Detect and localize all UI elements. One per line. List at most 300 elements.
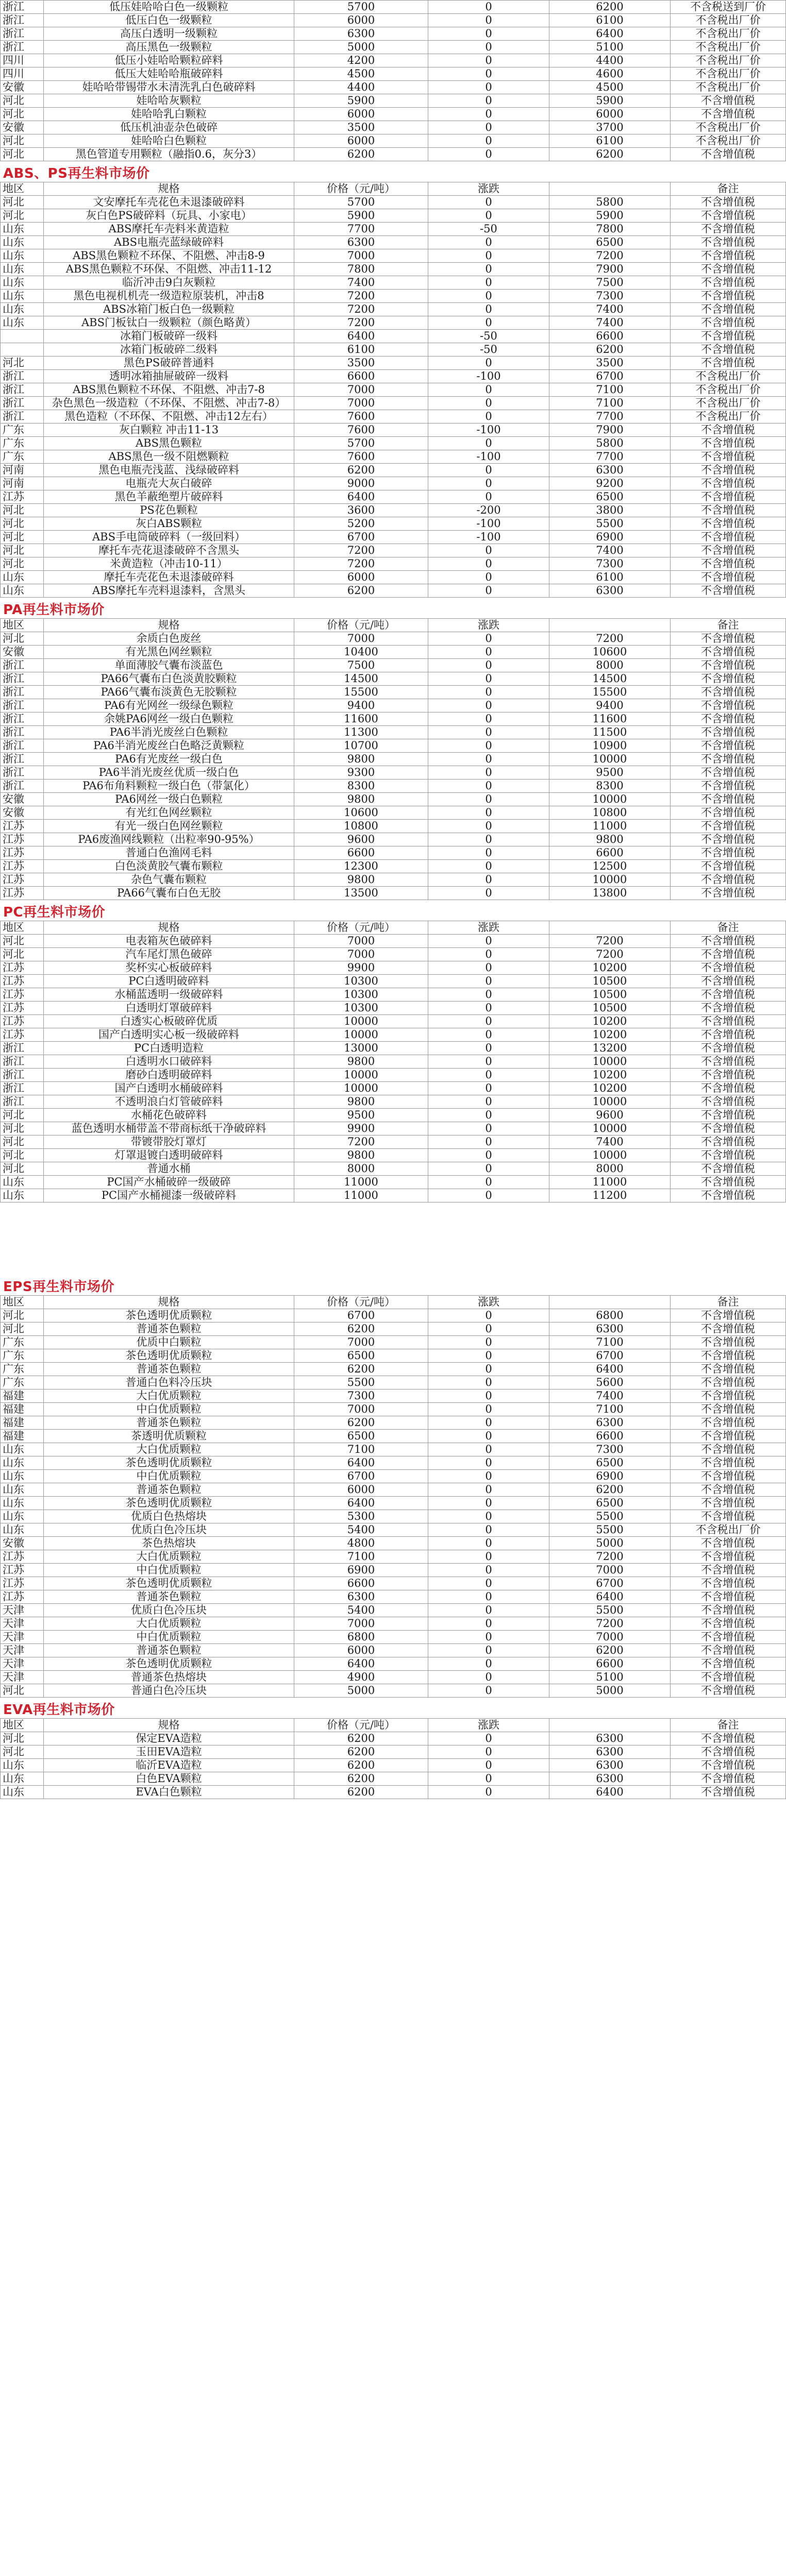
- spec-header: 规格: [44, 1719, 294, 1732]
- table-row: [1, 766, 786, 779]
- spec-cell: 大白优质颗粒: [44, 1443, 294, 1456]
- price-2-cell: 4500: [549, 81, 671, 94]
- region-cell: 山东: [1, 290, 44, 303]
- region-cell: 福建: [1, 1403, 44, 1416]
- change-cell: 0: [428, 806, 549, 820]
- remark-cell: 不含税出厂价: [671, 134, 786, 148]
- spec-cell: 低压娃哈哈白色一级颗粒: [44, 1, 294, 14]
- change-cell: 0: [428, 779, 549, 793]
- price-cell: 7200: [294, 316, 428, 330]
- spec-cell: 国产白透明水桶破碎料: [44, 1082, 294, 1095]
- region-cell: 广东: [1, 1376, 44, 1389]
- region-cell: 浙江: [1, 659, 44, 672]
- spec-cell: 茶透明优质颗粒: [44, 1430, 294, 1443]
- price-2-cell: 10200: [549, 1082, 671, 1095]
- change-cell: 0: [428, 134, 549, 148]
- price-cell: 5900: [294, 94, 428, 108]
- remark-cell: 不含增值税: [671, 1376, 786, 1389]
- price-2-cell: 7200: [549, 249, 671, 263]
- spec-cell: 蓝色透明水桶带盖不带商标纸干净破碎料: [44, 1122, 294, 1136]
- region-cell: 山东: [1, 1510, 44, 1523]
- price-2-cell: 7900: [549, 423, 671, 437]
- table-row: [1, 544, 786, 557]
- price-2-cell: 14500: [549, 672, 671, 686]
- table-row: [1, 490, 786, 504]
- spec-cell: PA66气囊布白色无胶: [44, 887, 294, 900]
- spec-cell: 中白优质颗粒: [44, 1631, 294, 1644]
- spec-cell: PS花色颗粒: [44, 504, 294, 517]
- table-row: [1, 450, 786, 464]
- table-row: [1, 753, 786, 766]
- table-row: [1, 1028, 786, 1042]
- table-row: [1, 1745, 786, 1759]
- price-2-cell: 7800: [549, 223, 671, 236]
- change-cell: 0: [428, 1403, 549, 1416]
- price-2-cell: 8000: [549, 1162, 671, 1176]
- spec-cell: 低压大娃哈哈瓶破碎料: [44, 67, 294, 81]
- blank-header: [549, 182, 671, 196]
- price-cell: 7200: [294, 557, 428, 571]
- price-cell: 6200: [294, 584, 428, 598]
- change-cell: 0: [428, 1657, 549, 1671]
- table-row: [1, 1162, 786, 1176]
- region-cell: 安徽: [1, 806, 44, 820]
- change-cell: 0: [428, 263, 549, 276]
- change-cell: 0: [428, 584, 549, 598]
- price-2-cell: 8000: [549, 659, 671, 672]
- remark-cell: 不含增值税: [671, 1732, 786, 1745]
- change-cell: 0: [428, 739, 549, 753]
- spec-cell: PC白透明破碎料: [44, 975, 294, 988]
- table-row: [1, 1684, 786, 1698]
- region-cell: 江苏: [1, 1015, 44, 1028]
- region-cell: 浙江: [1, 686, 44, 699]
- region-cell: 河南: [1, 464, 44, 477]
- region-cell: 天津: [1, 1604, 44, 1617]
- spec-cell: 黑色电视机机壳一级造粒原装机，冲击8: [44, 290, 294, 303]
- change-cell: 0: [428, 290, 549, 303]
- remark-cell: 不含增值税: [671, 1745, 786, 1759]
- spec-cell: 普通茶色颗粒: [44, 1323, 294, 1336]
- table-row: [1, 410, 786, 423]
- table-row: [1, 1309, 786, 1323]
- price-cell: 11000: [294, 1189, 428, 1202]
- table-row: [1, 1564, 786, 1577]
- region-cell: 浙江: [1, 713, 44, 726]
- price-cell: 6900: [294, 1564, 428, 1577]
- price-cell: 6300: [294, 236, 428, 249]
- change-cell: 0: [428, 948, 549, 961]
- price-2-cell: 3800: [549, 504, 671, 517]
- table-row: [1, 699, 786, 713]
- table-row: [1, 571, 786, 584]
- region-cell: 山东: [1, 316, 44, 330]
- price-cell: 9500: [294, 1109, 428, 1122]
- region-cell: 河北: [1, 504, 44, 517]
- price-cell: 9800: [294, 873, 428, 887]
- spec-cell: 茶色透明优质颗粒: [44, 1309, 294, 1323]
- region-cell: 四川: [1, 54, 44, 67]
- table-row: [1, 27, 786, 41]
- change-cell: 0: [428, 1759, 549, 1772]
- change-cell: 0: [428, 1176, 549, 1189]
- price-2-cell: 5100: [549, 41, 671, 54]
- price-cell: 5200: [294, 517, 428, 531]
- spec-cell: 汽车尾灯黑色破碎: [44, 948, 294, 961]
- region-cell: 山东: [1, 236, 44, 249]
- remark-cell: 不含增值税: [671, 1002, 786, 1015]
- region-cell: 山东: [1, 1786, 44, 1799]
- spec-cell: ABS黑色颗粒不环保、不阻燃、冲击11-12: [44, 263, 294, 276]
- spec-cell: 玉田EVA造粒: [44, 1745, 294, 1759]
- price-cell: 5700: [294, 437, 428, 450]
- region-cell: 浙江: [1, 397, 44, 410]
- spec-cell: 高压黑色一级颗粒: [44, 41, 294, 54]
- price-2-cell: 11600: [549, 713, 671, 726]
- table-row: [1, 1055, 786, 1069]
- region-cell: 浙江: [1, 753, 44, 766]
- table-row: [1, 330, 786, 343]
- region-cell: 广东: [1, 450, 44, 464]
- table-row: [1, 134, 786, 148]
- table-row: [1, 806, 786, 820]
- remark-cell: 不含增值税: [671, 659, 786, 672]
- region-cell: 山东: [1, 584, 44, 598]
- price-cell: 9000: [294, 477, 428, 490]
- price-cell: 6700: [294, 1309, 428, 1323]
- region-header: 地区: [1, 619, 44, 632]
- remark-cell: 不含增值税: [671, 450, 786, 464]
- price-2-cell: 5000: [549, 1684, 671, 1698]
- change-cell: 0: [428, 1349, 549, 1363]
- remark-cell: 不含增值税: [671, 766, 786, 779]
- remark-cell: 不含增值税: [671, 1470, 786, 1483]
- region-cell: 河北: [1, 1309, 44, 1323]
- section-title: PA再生料市场价: [3, 602, 105, 618]
- price-cell: 6500: [294, 1349, 428, 1363]
- remark-cell: 不含增值税: [671, 1309, 786, 1323]
- price-cell: 6000: [294, 1483, 428, 1497]
- remark-cell: 不含税出厂价: [671, 383, 786, 397]
- remark-cell: 不含增值税: [671, 793, 786, 806]
- spec-cell: 普通茶色颗粒: [44, 1483, 294, 1497]
- table-row: [1, 1523, 786, 1537]
- change-cell: 0: [428, 1604, 549, 1617]
- remark-cell: 不含增值税: [671, 935, 786, 948]
- change-cell: 0: [428, 41, 549, 54]
- price-header: 价格（元/吨）: [294, 1296, 428, 1309]
- change-header: 涨跌: [428, 1296, 549, 1309]
- price-2-cell: 6600: [549, 1657, 671, 1671]
- spec-cell: 有光红色网丝颗粒: [44, 806, 294, 820]
- price-cell: 7000: [294, 249, 428, 263]
- price-cell: 7100: [294, 1550, 428, 1564]
- price-2-cell: 6100: [549, 134, 671, 148]
- spec-header: 规格: [44, 1296, 294, 1309]
- table-row: [1, 370, 786, 383]
- price-2-cell: 7700: [549, 450, 671, 464]
- remark-cell: 不含增值税: [671, 1550, 786, 1564]
- change-cell: 0: [428, 1015, 549, 1028]
- table-row: [1, 276, 786, 290]
- price-2-cell: 10000: [549, 793, 671, 806]
- table-row: [1, 1416, 786, 1430]
- change-cell: 0: [428, 1732, 549, 1745]
- price-2-cell: 6700: [549, 1577, 671, 1590]
- table-row: [1, 1671, 786, 1684]
- remark-cell: 不含增值税: [671, 699, 786, 713]
- table-row: [1, 713, 786, 726]
- remark-cell: 不含增值税: [671, 1671, 786, 1684]
- remark-cell: 不含税出厂价: [671, 397, 786, 410]
- spec-cell: ABS摩托车壳料米黄造粒: [44, 223, 294, 236]
- price-cell: 6300: [294, 1590, 428, 1604]
- change-cell: 0: [428, 1376, 549, 1389]
- region-cell: 山东: [1, 1189, 44, 1202]
- remark-cell: 不含增值税: [671, 1055, 786, 1069]
- table-row: [1, 1042, 786, 1055]
- price-cell: 7000: [294, 1336, 428, 1349]
- region-cell: 河北: [1, 134, 44, 148]
- spec-cell: PC国产水桶褪漆一级破碎料: [44, 1189, 294, 1202]
- price-cell: 11000: [294, 1176, 428, 1189]
- spec-cell: 中白优质颗粒: [44, 1564, 294, 1577]
- table-row: [1, 1, 786, 14]
- price-2-cell: 5500: [549, 517, 671, 531]
- table-row: [1, 1617, 786, 1631]
- remark-cell: 不含税出厂价: [671, 54, 786, 67]
- region-cell: 天津: [1, 1671, 44, 1684]
- price-2-cell: 6200: [549, 1644, 671, 1657]
- price-cell: 7800: [294, 263, 428, 276]
- spec-cell: 电表箱灰色破碎料: [44, 935, 294, 948]
- blank-header: [549, 619, 671, 632]
- table-row: [1, 1082, 786, 1095]
- table-row: [1, 423, 786, 437]
- spec-cell: PA66气囊布白色淡黄胶颗粒: [44, 672, 294, 686]
- change-cell: 0: [428, 1002, 549, 1015]
- remark-cell: 不含增值税: [671, 1162, 786, 1176]
- table-row: [1, 1109, 786, 1122]
- price-cell: 9400: [294, 699, 428, 713]
- region-cell: 江苏: [1, 490, 44, 504]
- remark-cell: 不含增值税: [671, 820, 786, 833]
- spec-cell: 有光一级白色网丝颗粒: [44, 820, 294, 833]
- price-2-cell: 6100: [549, 571, 671, 584]
- table-row: [1, 1376, 786, 1389]
- remark-cell: 不含增值税: [671, 753, 786, 766]
- spec-cell: 米黄造粒（冲击10-11）: [44, 557, 294, 571]
- table-header-row: [1, 921, 786, 935]
- price-cell: 6400: [294, 490, 428, 504]
- price-cell: 7600: [294, 423, 428, 437]
- remark-header: 备注: [671, 1296, 786, 1309]
- region-cell: 浙江: [1, 1069, 44, 1082]
- change-header: 涨跌: [428, 619, 549, 632]
- price-2-cell: 10500: [549, 1002, 671, 1015]
- price-cell: 7200: [294, 290, 428, 303]
- change-cell: 0: [428, 490, 549, 504]
- price-cell: 4200: [294, 54, 428, 67]
- remark-cell: 不含税出厂价: [671, 27, 786, 41]
- spec-cell: 大白优质颗粒: [44, 1389, 294, 1403]
- price-2-cell: 5500: [549, 1523, 671, 1537]
- spec-cell: PA6废渔网线颗粒（出粒率90-95%）: [44, 833, 294, 846]
- region-cell: 河北: [1, 1149, 44, 1162]
- price-2-cell: 6800: [549, 1309, 671, 1323]
- remark-cell: 不含增值税: [671, 330, 786, 343]
- region-cell: 河北: [1, 935, 44, 948]
- price-cell: 6200: [294, 464, 428, 477]
- spec-cell: 娃哈哈白色颗粒: [44, 134, 294, 148]
- spec-header: 规格: [44, 182, 294, 196]
- table-row: [1, 1470, 786, 1483]
- price-2-cell: 7100: [549, 1403, 671, 1416]
- remark-cell: 不含增值税: [671, 276, 786, 290]
- spec-cell: 茶色透明优质颗粒: [44, 1657, 294, 1671]
- price-header: 价格（元/吨）: [294, 619, 428, 632]
- remark-cell: 不含增值税: [671, 571, 786, 584]
- table-row: [1, 290, 786, 303]
- table-row: [1, 1604, 786, 1617]
- spec-cell: 普通茶色颗粒: [44, 1363, 294, 1376]
- change-cell: -50: [428, 343, 549, 357]
- remark-cell: 不含增值税: [671, 249, 786, 263]
- change-cell: 0: [428, 67, 549, 81]
- region-cell: 江苏: [1, 1590, 44, 1604]
- price-2-cell: 6000: [549, 108, 671, 121]
- price-cell: 5400: [294, 1604, 428, 1617]
- price-cell: 9800: [294, 1055, 428, 1069]
- region-cell: 浙江: [1, 1055, 44, 1069]
- price-2-cell: 7200: [549, 935, 671, 948]
- blank-header: [549, 921, 671, 935]
- spec-cell: PC白透明造粒: [44, 1042, 294, 1055]
- price-2-cell: 7400: [549, 1136, 671, 1149]
- price-2-cell: 7200: [549, 948, 671, 961]
- change-cell: 0: [428, 249, 549, 263]
- price-cell: 12300: [294, 860, 428, 873]
- change-cell: 0: [428, 1069, 549, 1082]
- region-cell: 天津: [1, 1644, 44, 1657]
- remark-cell: 不含增值税: [671, 1403, 786, 1416]
- spec-cell: PA6半消光废丝白色颗粒: [44, 726, 294, 739]
- region-cell: 河北: [1, 1162, 44, 1176]
- change-cell: -100: [428, 517, 549, 531]
- change-cell: 0: [428, 646, 549, 659]
- price-2-cell: 7500: [549, 276, 671, 290]
- remark-cell: 不含增值税: [671, 1590, 786, 1604]
- region-header: 地区: [1, 1296, 44, 1309]
- table-row: [1, 263, 786, 276]
- spec-cell: 透明冰箱抽屉破碎一级料: [44, 370, 294, 383]
- price-cell: 14500: [294, 672, 428, 686]
- spec-cell: 优质白色冷压块: [44, 1604, 294, 1617]
- price-cell: 10400: [294, 646, 428, 659]
- remark-cell: 不含增值税: [671, 833, 786, 846]
- spec-cell: 杂色气囊布颗粒: [44, 873, 294, 887]
- table-header-row: [1, 1296, 786, 1309]
- price-cell: 10600: [294, 806, 428, 820]
- price-2-cell: 10000: [549, 873, 671, 887]
- price-2-cell: 6400: [549, 1786, 671, 1799]
- price-2-cell: 11200: [549, 1189, 671, 1202]
- table-row: [1, 1095, 786, 1109]
- change-cell: 0: [428, 1456, 549, 1470]
- remark-cell: 不含增值税: [671, 1323, 786, 1336]
- table-row: [1, 793, 786, 806]
- price-2-cell: 6900: [549, 531, 671, 544]
- price-cell: 6800: [294, 1631, 428, 1644]
- region-cell: 江苏: [1, 988, 44, 1002]
- change-cell: 0: [428, 1564, 549, 1577]
- region-cell: 河北: [1, 1136, 44, 1149]
- table-row: [1, 873, 786, 887]
- price-cell: 6000: [294, 134, 428, 148]
- region-cell: 江苏: [1, 1564, 44, 1577]
- change-cell: 0: [428, 276, 549, 290]
- change-cell: 0: [428, 1055, 549, 1069]
- price-2-cell: 7000: [549, 1564, 671, 1577]
- remark-header: 备注: [671, 1719, 786, 1732]
- region-cell: 江苏: [1, 1028, 44, 1042]
- change-header: 涨跌: [428, 182, 549, 196]
- price-2-cell: 9400: [549, 699, 671, 713]
- remark-cell: 不含增值税: [671, 1497, 786, 1510]
- price-table: [0, 618, 786, 900]
- price-cell: 9800: [294, 1095, 428, 1109]
- region-cell: 福建: [1, 1389, 44, 1403]
- price-cell: 10300: [294, 975, 428, 988]
- change-cell: 0: [428, 1389, 549, 1403]
- remark-cell: 不含增值税: [671, 223, 786, 236]
- table-row: [1, 1015, 786, 1028]
- region-cell: 山东: [1, 1443, 44, 1456]
- remark-cell: 不含增值税: [671, 1430, 786, 1443]
- price-cell: 7100: [294, 1443, 428, 1456]
- region-cell: 浙江: [1, 14, 44, 27]
- price-2-cell: 10200: [549, 961, 671, 975]
- change-cell: 0: [428, 1671, 549, 1684]
- price-cell: 9900: [294, 1122, 428, 1136]
- price-cell: 5000: [294, 1684, 428, 1698]
- spec-cell: ABS摩托车壳料退漆料，含黑头: [44, 584, 294, 598]
- price-2-cell: 6900: [549, 1470, 671, 1483]
- table-row: [1, 1631, 786, 1644]
- change-cell: 0: [428, 1082, 549, 1095]
- region-cell: 山东: [1, 1483, 44, 1497]
- change-cell: 0: [428, 544, 549, 557]
- price-2-cell: 15500: [549, 686, 671, 699]
- spec-cell: 优质中白颗粒: [44, 1336, 294, 1349]
- price-table: [0, 1718, 786, 1799]
- price-table: [0, 182, 786, 598]
- remark-cell: 不含增值税: [671, 988, 786, 1002]
- price-2-cell: 5900: [549, 209, 671, 223]
- remark-cell: 不含增值税: [671, 1349, 786, 1363]
- spec-cell: 灯罩退镀白透明破碎料: [44, 1149, 294, 1162]
- region-cell: 福建: [1, 1430, 44, 1443]
- price-cell: 7500: [294, 659, 428, 672]
- table-row: [1, 1456, 786, 1470]
- change-cell: -200: [428, 504, 549, 517]
- remark-cell: 不含增值税: [671, 726, 786, 739]
- price-2-cell: 10900: [549, 739, 671, 753]
- price-header: 价格（元/吨）: [294, 182, 428, 196]
- price-2-cell: 6400: [549, 1590, 671, 1604]
- region-cell: 安徽: [1, 793, 44, 806]
- change-cell: 0: [428, 632, 549, 646]
